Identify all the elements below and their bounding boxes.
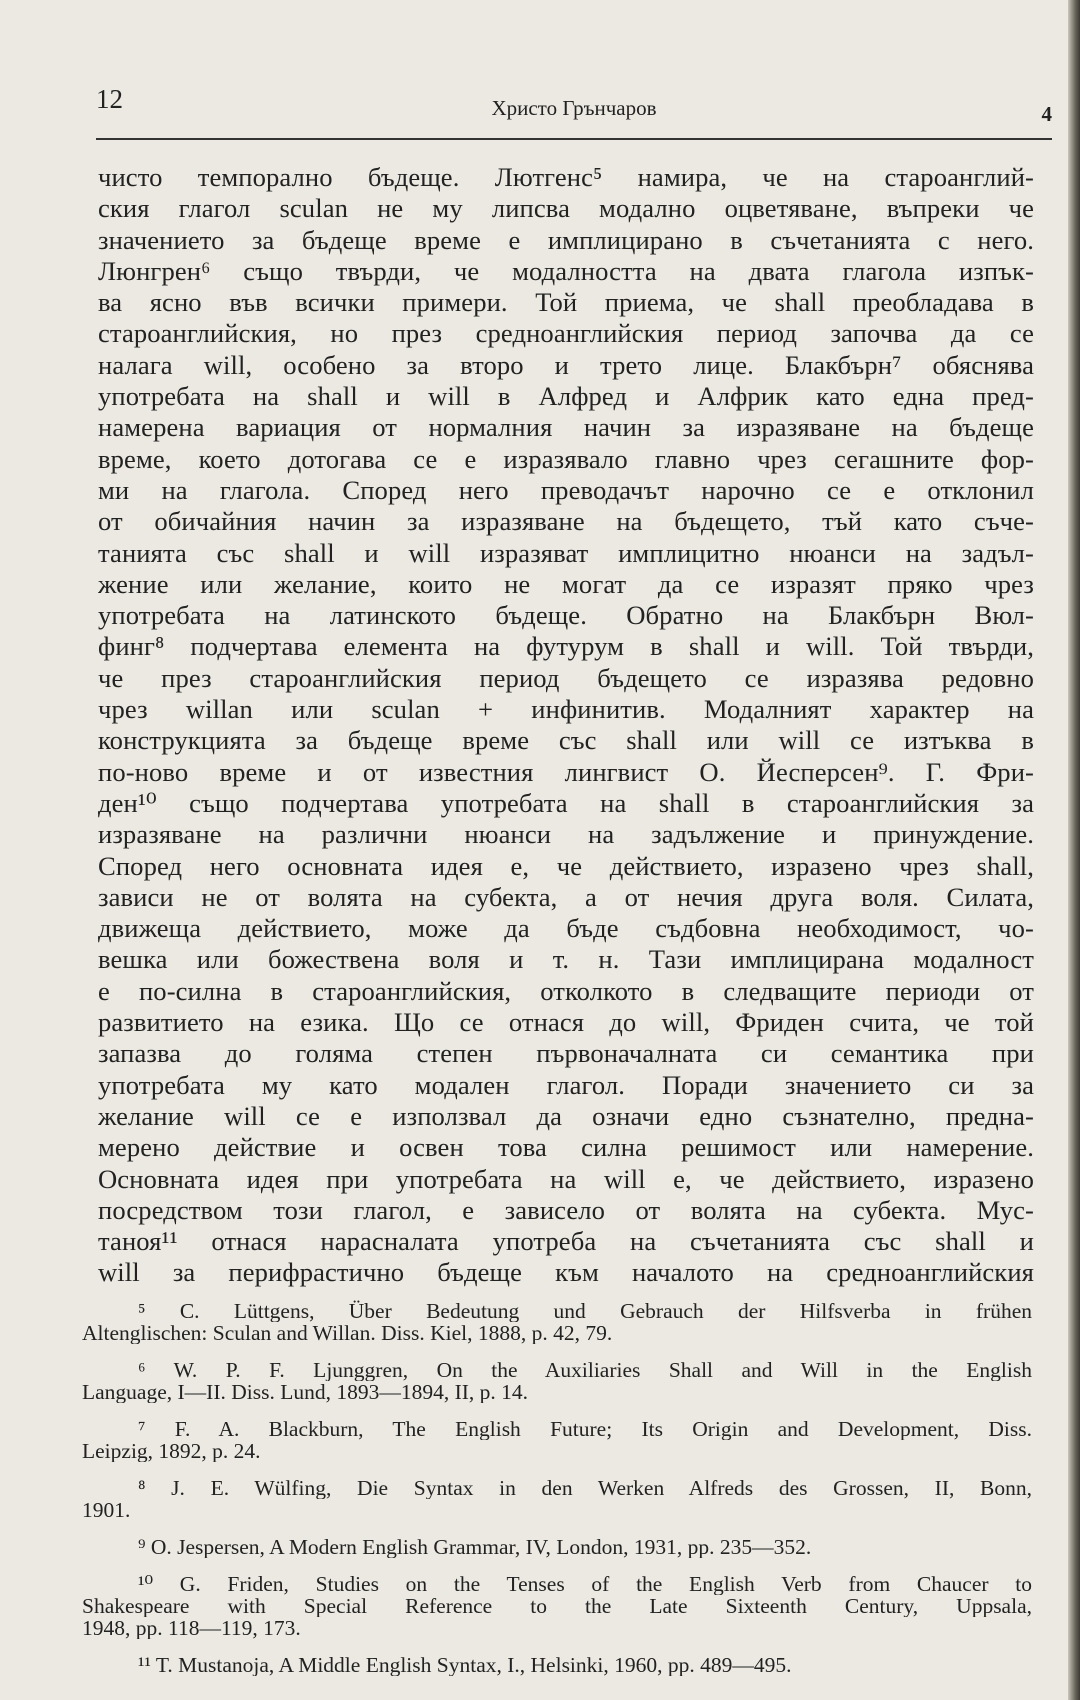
footnote-line: ⁶ W. P. F. Ljunggren, On the Auxiliaries Shall and Will in the English (138, 1359, 1032, 1381)
body-line: посредством този глагол, е зависело от волята на субекта. Мус- (98, 1194, 1034, 1225)
footnote-line: Leipzig, 1892, p. 24. (82, 1440, 261, 1462)
body-line: ден¹⁰ също подчертава употребата на shall в староанглийския за (98, 787, 1034, 818)
footnote-line: ¹⁰ G. Friden, Studies on the Tenses of the English Verb from Chaucer to (138, 1573, 1032, 1595)
body-line: време, което дотогава се е изразявало главно чрез сегашните фор- (98, 443, 1034, 474)
footnote-line: 1901. (82, 1499, 131, 1521)
footnote (82, 1359, 1032, 1403)
footnote (82, 1300, 1032, 1344)
body-line: Според него основната идея е, че действието, изразено чрез shall, (98, 850, 1034, 881)
body-line: финг⁸ подчертава елемента на футурум в shall и will. Той твърди, (98, 631, 1034, 662)
footnote (82, 1654, 1032, 1676)
body-line: жение или желание, които не могат да се изразят пряко чрез (98, 568, 1034, 599)
body-line: употребата му като модален глагол. Поради значението си за (98, 1069, 1034, 1100)
footnote (82, 1477, 1032, 1521)
body-line: запазва до голяма степен първоначалната си семантика при (98, 1038, 1034, 1069)
body-line: зависи не от волята на субекта, а от нечия друга воля. Силата, (98, 881, 1034, 912)
running-head: Христо Грънчаров (491, 96, 657, 120)
body-line: значението за бъдеще време е имплицирано в съчетанията с него. (98, 224, 1034, 255)
body-line: от обичайния начин за изразяване на бъдещето, тъй като съче- (98, 506, 1034, 537)
margin-mark: 4 (1041, 102, 1052, 126)
body-line: е по-силна в староанглийския, отколкото в следващите периоди от (98, 975, 1034, 1006)
body-line: чрез willan или sculan + инфинитив. Модалният характер на (98, 694, 1034, 725)
body-line: намерена вариация от нормалния начин за изразяване на бъдеще (98, 412, 1034, 443)
page-header (96, 78, 1052, 140)
body-text (98, 162, 1034, 1289)
footnote-line: Altenglischen: Sculan and Willan. Diss. Kiel, 1888, p. 42, 79. (82, 1322, 613, 1344)
footnote-line: ⁹ O. Jespersen, A Modern English Grammar, IV, London, 1931, pp. 235—352. (138, 1536, 812, 1558)
footnote-line: Shakespeare with Special Reference to the Late Sixteenth Century, Uppsala, (82, 1595, 1032, 1617)
body-line: вешка или божествена воля и т. н. Тази имплицирана модалност (98, 944, 1034, 975)
body-line: Основната идея при употребата на will е, че действието, изразено (98, 1163, 1034, 1194)
body-line: ва ясно във всички примери. Той приема, че shall преобладава в (98, 287, 1034, 318)
body-line: will за перифрастично бъдеще към началото на среднoанглийския (98, 1257, 1034, 1288)
footnote-line: ⁷ F. A. Blackburn, The English Future; Its Origin and Development, Diss. (138, 1418, 1032, 1440)
footnote-line: ⁸ J. E. Wülfing, Die Syntax in den Werken Alfreds des Grossen, II, Bonn, (138, 1477, 1032, 1499)
body-line: мерено действие и освен това силна решимост или намерение. (98, 1132, 1034, 1163)
footnote (82, 1536, 1032, 1558)
footnotes (82, 1300, 1032, 1691)
footnote (82, 1573, 1032, 1639)
body-line: танията със shall и will изразяват имплицитно нюанси на задъл- (98, 537, 1034, 568)
footnote-line: ⁵ C. Lüttgens, Über Bedeutung und Gebrauch der Hilfsverba in frühen (138, 1300, 1032, 1322)
body-line: по-ново време и от известния лингвист О. Йесперсен⁹. Г. Фри- (98, 756, 1034, 787)
body-line: чисто темпорално бъдеще. Лютгенс⁵ намира, че на староанглий- (98, 162, 1034, 192)
body-line: употребата на shall и will в Алфред и Алфрик като една пред- (98, 381, 1034, 412)
footnote (82, 1418, 1032, 1462)
body-line: таноя¹¹ отнася нарасналата употреба на съчетанията със shall и (98, 1226, 1034, 1257)
body-line: налага will, особено за второ и трето лице. Блакбърн⁷ обяснява (98, 349, 1034, 380)
body-line: ския глагол sculan не му липсва модално оцветяване, въпреки че (98, 193, 1034, 224)
body-line: желание will се е използвал да означи едно съзнателно, предна- (98, 1100, 1034, 1131)
body-line: движеща действието, може да бъде съдбовна необходимост, чо- (98, 913, 1034, 944)
body-line: староанглийския, но през среднoанглийския период започва да се (98, 318, 1034, 349)
body-line: Люнгрен⁶ също твърди, че модалността на двата глагола изпък- (98, 255, 1034, 286)
body-line: изразяване на различни нюанси на задължение и принуждение. (98, 819, 1034, 850)
body-line: развитието на езика. Що се отнася до will, Фриден счита, че той (98, 1007, 1034, 1038)
body-line: конструкцията за бъдеще време със shall или will се изтъква в (98, 725, 1034, 756)
footnote-line: Language, I—II. Diss. Lund, 1893—1894, II, p. 14. (82, 1381, 529, 1403)
page-number: 12 (96, 84, 123, 114)
footnote-line: 1948, pp. 118—119, 173. (82, 1617, 301, 1639)
body-line: че през староанглийския период бъдещето се изразява редовно (98, 662, 1034, 693)
body-line: употребата на латинското бъдеще. Обратно на Блакбърн Вюл- (98, 600, 1034, 631)
footnote-line: ¹¹ T. Mustanoja, A Middle English Syntax, I., Helsinki, 1960, pp. 489—495. (138, 1654, 792, 1676)
body-line: ми на глагола. Според него преводачът нарочно се е отклонил (98, 474, 1034, 505)
book-spine-edge (1068, 0, 1080, 1700)
